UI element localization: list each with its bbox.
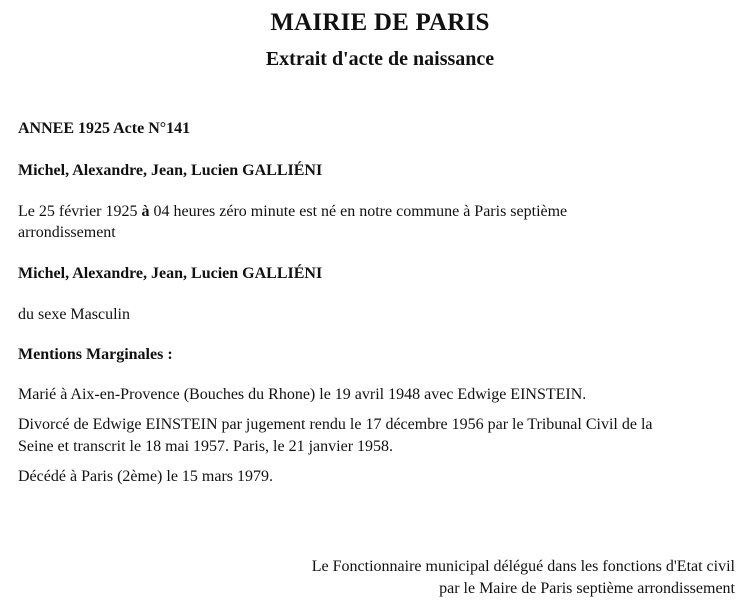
signature-line-1: Le Fonctionnaire municipal délégué dans les fonctions d'Etat civil — [311, 558, 735, 575]
year-and-act-number: ANNEE 1925 Acte N°141 — [18, 120, 191, 137]
divorce-mention-line-1: Divorcé de Edwige EINSTEIN par jugement rendu le 17 décembre 1956 par le Tribunal Civil de la — [18, 416, 653, 433]
document-subtitle: Extrait d'acte de naissance — [265, 48, 495, 70]
signature-line-2: par le Maire de Paris septième arrondissement — [439, 580, 735, 597]
issuing-authority-title: MAIRIE DE PARIS — [270, 9, 490, 36]
marriage-mention: Marié à Aix-en-Provence (Bouches du Rhone) le 19 avril 1948 avec Edwige EINSTEIN. — [18, 386, 587, 403]
signature-block — [215, 556, 735, 600]
person-name-heading: Michel, Alexandre, Jean, Lucien GALLIÉNI — [18, 162, 323, 179]
birth-statement-prefix: Le 25 février 1925 — [18, 203, 142, 220]
divorce-mention-line-2: Seine et transcrit le 18 mai 1957. Paris, le 21 janvier 1958. — [18, 438, 394, 455]
birth-statement-line-2: arrondissement — [18, 224, 116, 241]
birth-statement-line-1 — [18, 201, 567, 223]
birth-statement-emphasis: à — [141, 203, 150, 220]
sex-statement: du sexe Masculin — [18, 306, 130, 323]
birth-statement-suffix: 04 heures zéro minute est né en notre commune à Paris septième — [149, 203, 568, 220]
death-mention: Décédé à Paris (2ème) le 15 mars 1979. — [18, 468, 274, 485]
person-name-repeated: Michel, Alexandre, Jean, Lucien GALLIÉNI — [18, 265, 323, 282]
marginal-mentions-title: Mentions Marginales : — [18, 346, 173, 363]
